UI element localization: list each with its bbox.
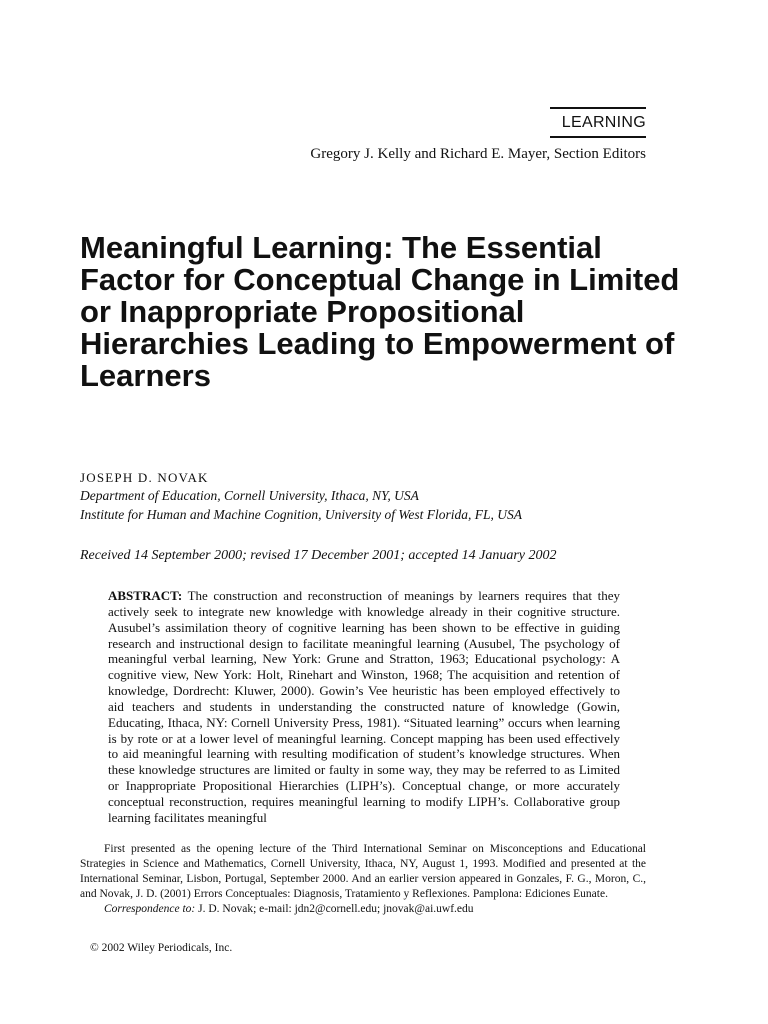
section-header <box>550 107 646 138</box>
section-editors: Gregory J. Kelly and Richard E. Mayer, Section Editors <box>310 146 646 162</box>
correspondence-text: J. D. Novak; e-mail: jdn2@cornell.edu; jnovak@ai.uwf.edu <box>198 903 474 915</box>
correspondence-line <box>80 902 646 917</box>
author-affiliation-1: Department of Education, Cornell University, Ithaca, NY, USA <box>80 488 419 503</box>
article-dates: Received 14 September 2000; revised 17 December 2001; accepted 14 January 2002 <box>80 548 557 563</box>
section-label: LEARNING <box>561 114 646 131</box>
abstract-text: The construction and reconstruction of meanings by learners requires that they actively seek to integrate new knowledge with knowledge already in their cognitive structure. Ausubel’s assimilation theory of cognitive learning has been shown to be effective in guiding research and instructional design to facilitate meaningful learning (Ausubel, The psychology of meaningful verbal learning, New York: Grune and Stratton, 1963; Educational psychology: A cognitive view, New York: Holt, Rinehart and Winston, 1968; The acquisition and retention of knowledge, Dordrecht: Kluwer, 2000). Gowin’s Vee heuristic has been employed effectively to aid teachers and students in understanding the constructed nature of knowledge (Gowin, Educating, Ithaca, NY: Cornell University Press, 1981). “Situated learning” occurs when learning is by rote or at a lower level of meaningful learning. Concept mapping has been used effectively to aid meaningful learning with resulting modification of student’s knowledge structures. When these knowledge structures are limited or faulty in some way, they may be referred to as Limited or Inappropriate Propositional Hierarchies (LIPH’s). Conceptual change, or more accurately conceptual reconstruction, requires meaningful learning to modify LIPH’s. Collaborative group learning facilitates meaningful <box>108 588 620 825</box>
author-name: JOSEPH D. NOVAK <box>80 470 209 485</box>
author-affiliation-2: Institute for Human and Machine Cognition, University of West Florida, FL, USA <box>80 507 522 522</box>
section-bottom-rule <box>550 136 646 138</box>
article-title: Meaningful Learning: The Essential Factor for Conceptual Change in Limited or Inappropriate Propositional Hierarchies Leading to Empowerment of Learners <box>80 230 680 393</box>
footnote <box>80 842 646 917</box>
copyright-notice: © 2002 Wiley Periodicals, Inc. <box>90 942 233 954</box>
correspondence-label: Correspondence to: <box>104 903 196 915</box>
abstract <box>108 588 620 826</box>
footnote-text: First presented as the opening lecture of the Third International Seminar on Misconceptions and Educational Strategies in Science and Mathematics, Cornell University, Ithaca, NY, August 1, 1993. Modified and presented at the International Seminar, Lisbon, Portugal, September 2000. And an earlier version appeared in Gonzales, F. G., Moron, C., and Novak, J. D. (2001) Errors Conceptuales: Diagnosis, Tratamiento y Reflexiones. Pamplona: Ediciones Eunate. <box>80 843 646 900</box>
abstract-label: ABSTRACT: <box>108 588 183 603</box>
